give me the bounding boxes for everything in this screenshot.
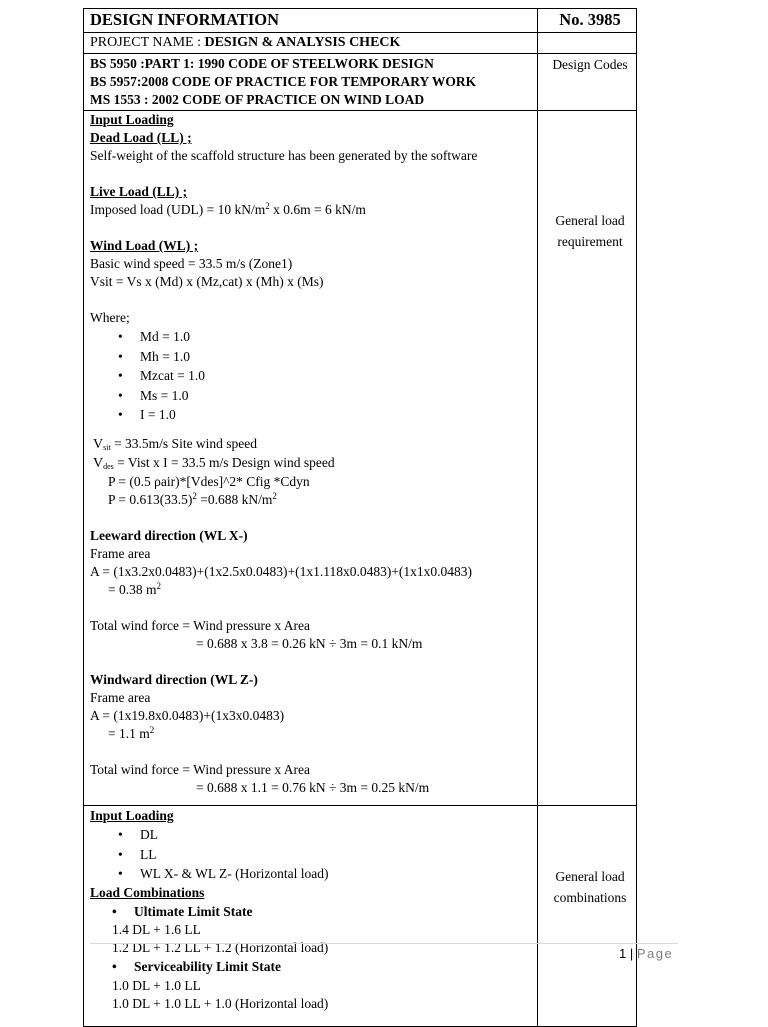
- uls-heading-list: [90, 902, 537, 922]
- windward-area-formula: A = (1x19.8x0.0483)+(1x3x0.0483): [90, 707, 285, 723]
- leeward-area-result: = 0.38 $m^2$: [108, 580, 161, 597]
- sls-heading: • Serviceability Limit State: [112, 957, 537, 977]
- list-item: • Mzcat = 1.0: [118, 366, 537, 386]
- vsit-formula: Vsit = Vs x (Md) x (Mz,cat) x (Mh) x (Ms): [90, 274, 324, 289]
- page-number: 1: [619, 946, 627, 961]
- wind-load-heading: Wind Load (WL) ;: [90, 238, 199, 253]
- uls-combination: 1.4 DL + 1.6 LL: [112, 922, 201, 937]
- load-requirement-row: [84, 111, 637, 806]
- page-word: Page: [636, 946, 674, 961]
- list-item: • LL: [118, 845, 537, 865]
- windward-force-label: Total wind force = Wind pressure x Area: [90, 761, 310, 777]
- design-code-line: BS 5950 :PART 1: 1990 CODE OF STEELWORK DESIGN: [90, 56, 434, 71]
- load-requirement-cell: [84, 111, 538, 806]
- leeward-heading: Leeward direction (WL X-): [90, 527, 248, 543]
- load-combinations-heading: Load Combinations: [90, 884, 205, 900]
- title-row: [84, 9, 637, 33]
- project-row: [84, 33, 637, 54]
- project-name: DESIGN & ANALYSIS CHECK: [204, 35, 401, 50]
- project-cell: [84, 33, 538, 54]
- dead-load-text: Self-weight of the scaffold structure has been generated by the software: [90, 148, 478, 163]
- sls-heading-list: [90, 957, 537, 977]
- input-loading-heading-2: Input Loading: [90, 808, 174, 823]
- where-label: Where;: [90, 310, 130, 325]
- sls-combination: 1.0 DL + 1.0 LL: [112, 977, 201, 993]
- design-codes-cell: [84, 54, 538, 111]
- pressure-calc: $P = 0.613(33.5)^2 =0.688$ $kN/m^2$: [108, 490, 277, 507]
- load-combinations-label: General load combinations: [538, 806, 637, 1027]
- live-load-text: Imposed load (UDL) = 10 $kN/m^2$ x 0.6m = 6 kN/m: [90, 201, 366, 217]
- list-item: • Ms = 1.0: [118, 386, 537, 406]
- list-item: • WL X- & WL Z- (Horizontal load): [118, 864, 537, 884]
- uls-heading: • Ultimate Limit State: [112, 902, 537, 922]
- load-requirement-label: General load requirement: [538, 111, 637, 806]
- uls-combination: 1.2 DL + 1.2 LL + 1.2 (Horizontal load): [112, 940, 329, 955]
- page-separator: |: [626, 946, 637, 961]
- list-item: • I = 1.0: [118, 405, 537, 425]
- design-wind-speed: $V_{des}$ = Vist x I = 33.5 m/s Design wind speed: [93, 454, 335, 471]
- page-footer: [619, 946, 673, 961]
- load-combinations-cell: [84, 806, 538, 1027]
- list-item: • Mh = 1.0: [118, 347, 537, 367]
- document-title: DESIGN INFORMATION: [84, 9, 538, 33]
- leeward-force-label: Total wind force = Wind pressure x Area: [90, 617, 310, 633]
- project-label: PROJECT NAME :: [90, 35, 205, 50]
- input-load-list: [90, 825, 537, 884]
- design-codes-row: [84, 54, 637, 111]
- windward-frame-area-label: Frame area: [90, 689, 151, 705]
- leeward-frame-area-label: Frame area: [90, 545, 151, 561]
- load-combinations-row: [84, 806, 637, 1027]
- site-wind-speed: $V_{sit} = 33.5m/s$ Site wind speed: [93, 435, 258, 452]
- design-codes-label: Design Codes: [538, 54, 637, 111]
- factor-list: [90, 327, 537, 425]
- pressure-formula: P = (0.5 ρair)*[Vdes]^2* Cfig *Cdyn: [108, 473, 310, 489]
- leeward-force-calc: = 0.688 x 3.8 = 0.26 kN ÷ 3m = 0.1 kN/m: [196, 635, 423, 651]
- windward-force-calc: = 0.688 x 1.1 = 0.76 kN ÷ 3m = 0.25 kN/m: [196, 779, 430, 795]
- input-loading-heading: Input Loading: [90, 112, 174, 127]
- list-item: • Md = 1.0: [118, 327, 537, 347]
- design-information-table: [83, 8, 637, 1027]
- design-code-line: MS 1553 : 2002 CODE OF PRACTICE ON WIND LOAD: [90, 92, 425, 107]
- live-load-heading: Live Load (LL) ;: [90, 184, 188, 199]
- windward-area-result: = 1.1 $m^2$: [108, 724, 155, 741]
- basic-wind-speed: Basic wind speed = 33.5 m/s (Zone1): [90, 256, 293, 271]
- design-code-line: BS 5957:2008 CODE OF PRACTICE FOR TEMPORARY WORK: [90, 74, 477, 89]
- windward-heading: Windward direction (WL Z-): [90, 671, 258, 687]
- sls-combination: 1.0 DL + 1.0 LL + 1.0 (Horizontal load): [112, 995, 329, 1011]
- document-number: No. 3985: [538, 9, 637, 33]
- footer-divider: [90, 943, 678, 944]
- leeward-area-formula: A = (1x3.2x0.0483)+(1x2.5x0.0483)+(1x1.118x0.0483)+(1x1x0.0483): [90, 563, 473, 579]
- dead-load-heading: Dead Load (LL) ;: [90, 130, 192, 145]
- project-side-cell: [538, 33, 637, 54]
- list-item: • DL: [118, 825, 537, 845]
